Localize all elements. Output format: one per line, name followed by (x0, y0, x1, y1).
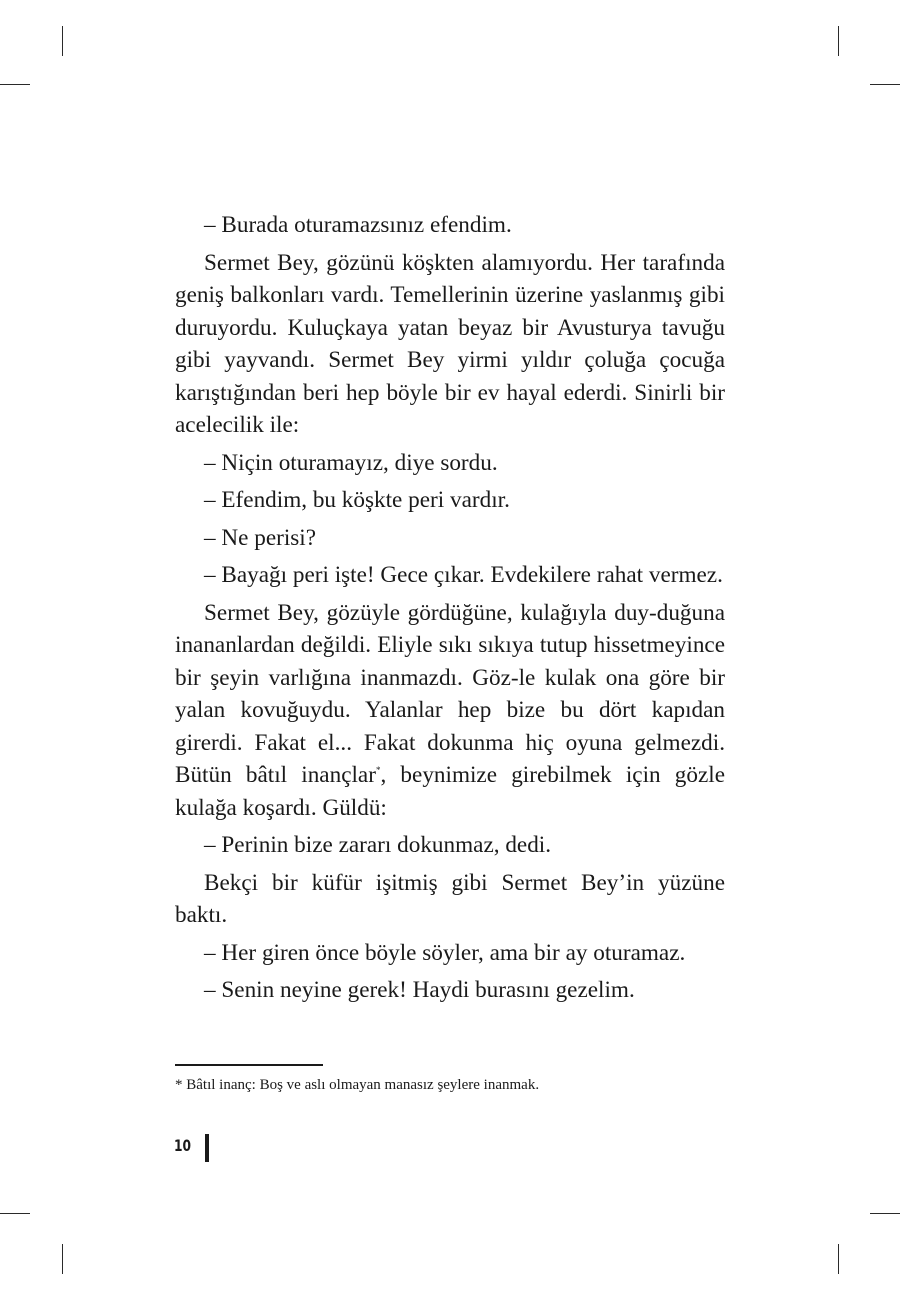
page-number-bar (205, 1134, 209, 1162)
footnote-reference-marker: * (375, 765, 381, 775)
page-number: 10 (174, 1136, 192, 1155)
paragraph: Sermet Bey, gözünü köşkten alamıyordu. Her tarafında geniş balkonları vardı. Temellerinin üzerine yaslanmış gibi duruyordu. Kuluçkaya yatan beyaz bir Avusturya tavuğu gibi yayvandı. Sermet Bey yirmi yıldır çoluğa çocuğa karıştığından beri hep böyle bir ev hayal ederdi. Sinirli bir acelecilik ile: (175, 249, 725, 438)
crop-mark-top-right-horizontal (870, 84, 900, 85)
paragraph-text-before: Sermet Bey, gözüyle gördüğüne, kulağıyla duy-duğuna inananlardan değildi. Eliyle sıkı sıkıya tutup hissetmeyince bir şeyin varlığına inanmazdı. Göz-le kulak ona göre bir yalan kovuğuydu. Yalanlar hep bize bu dört kapıdan girerdi. Fakat el... Fakat dokunma hiç oyuna gelmezdi. Bütün bâtıl inançlar (175, 599, 725, 788)
paragraph-with-footnote-ref (175, 597, 725, 825)
paragraph: – Efendim, bu köşkte peri vardır. (204, 487, 510, 513)
crop-mark-bottom-right-vertical (838, 1244, 839, 1274)
paragraph: Bekçi bir küfür işitmiş gibi Sermet Bey’in yüzüne baktı. (175, 869, 725, 928)
crop-mark-bottom-right-horizontal (870, 1213, 900, 1214)
crop-mark-top-left-vertical (62, 26, 63, 56)
body-text (175, 209, 725, 1012)
paragraph: – Bayağı peri işte! Gece çıkar. Evdekilere rahat vermez. (204, 562, 723, 588)
crop-mark-bottom-left-vertical (62, 1244, 63, 1274)
footnote-separator (175, 1064, 323, 1066)
paragraph: – Ne perisi? (204, 524, 317, 551)
paragraph: – Perinin bize zararı dokunmaz, dedi. (204, 832, 552, 858)
paragraph: – Her giren önce böyle söyler, ama bir ay oturamaz. (204, 939, 686, 966)
paragraph: – Burada oturamazsınız efendim. (204, 212, 512, 238)
crop-mark-top-left-horizontal (0, 84, 30, 85)
paragraph-text-after: , beynimize girebilmek için gözle kulağa koşardı. Güldü: (175, 762, 725, 821)
crop-mark-bottom-left-horizontal (0, 1213, 30, 1214)
paragraph: – Senin neyine gerek! Haydi burasını gezelim. (204, 977, 635, 1003)
crop-mark-top-right-vertical (838, 26, 839, 56)
paragraph: – Niçin oturamayız, diye sordu. (204, 449, 498, 476)
footnote: * Bâtıl inanç: Boş ve aslı olmayan manasız şeylere inanmak. (175, 1077, 540, 1093)
